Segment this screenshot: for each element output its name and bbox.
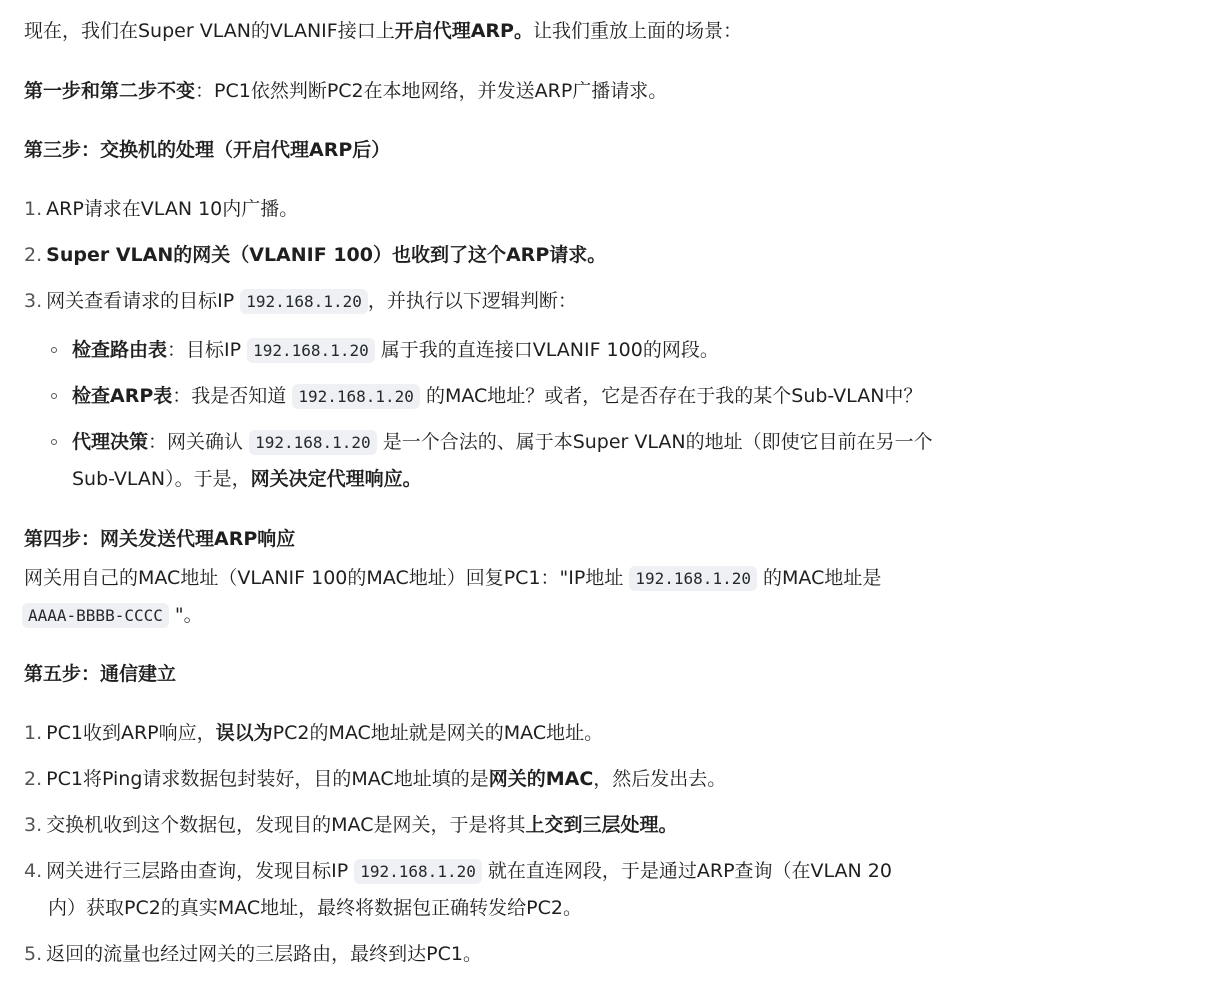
sub-item-proxy-decision-cont <box>72 461 422 498</box>
sub-item-bold: 检查ARP表 <box>72 385 173 407</box>
list-number: 5. <box>24 943 43 965</box>
intro-bold: 开启代理ARP。 <box>394 20 533 42</box>
list-number: 1. <box>24 722 43 744</box>
list-number: 2. <box>24 768 43 790</box>
sub-item-text: ：我是否知道 <box>172 385 293 407</box>
step12-paragraph <box>24 73 667 110</box>
list-number: 3. <box>24 814 43 836</box>
step12-text: ：PC1依然判断PC2在本地网络，并发送ARP广播请求。 <box>195 80 668 102</box>
ip-code: 192.168.1.20 <box>249 430 377 455</box>
list-item-text: ARP请求在VLAN 10内广播。 <box>46 198 299 220</box>
list-item-text: 网关进行三层路由查询，发现目标IP <box>46 860 355 882</box>
list-number: 4. <box>24 860 43 882</box>
list-item-bold: Super VLAN的网关（VLANIF 100）也收到了这个ARP请求。 <box>46 244 607 266</box>
list-item-text: 内）获取PC2的真实MAC地址，最终将数据包正确转发给PC2。 <box>48 897 582 919</box>
list-number: 1. <box>24 198 43 220</box>
sub-item-bold: 检查路由表 <box>72 339 168 361</box>
list-item-bold: 网关的MAC <box>488 768 594 790</box>
sub-item-arp-table <box>72 378 922 415</box>
step3-item-3 <box>24 283 577 320</box>
ip-code: 192.168.1.20 <box>240 289 368 314</box>
step5-item-3 <box>24 807 677 844</box>
list-item-bold: 上交到三层处理。 <box>525 814 678 836</box>
ip-code: 192.168.1.20 <box>354 859 482 884</box>
intro-text: 现在，我们在Super VLAN的VLANIF接口上 <box>24 20 395 42</box>
list-number: 2. <box>24 244 43 266</box>
list-item-text: ，并执行以下逻辑判断： <box>367 290 577 312</box>
list-item-text: PC1收到ARP响应， <box>46 722 216 744</box>
step4-heading: 第四步：网关发送代理ARP响应 <box>24 528 296 550</box>
step5-item-4-cont <box>48 890 582 927</box>
step5-item-5 <box>24 936 482 973</box>
intro-text-end: 让我们重放上面的场景： <box>532 20 742 42</box>
step4-text: 的MAC地址是 <box>756 567 882 589</box>
intro-paragraph <box>24 13 742 50</box>
sub-item-text: ：目标IP <box>167 339 248 361</box>
bullet-icon <box>51 393 57 399</box>
step3-item-2 <box>24 237 606 274</box>
list-item-text: 网关查看请求的目标IP <box>46 290 241 312</box>
step5-item-4 <box>24 853 892 890</box>
step5-heading: 第五步：通信建立 <box>24 663 177 685</box>
list-item-bold: 误以为 <box>215 722 273 744</box>
sub-item-text: 的MAC地址？或者，它是否存在于我的某个Sub-VLAN中？ <box>419 385 923 407</box>
bullet-icon <box>51 439 57 445</box>
step4-text: "。 <box>168 604 203 626</box>
sub-item-bold: 网关决定代理响应。 <box>250 468 422 490</box>
step4-paragraph-cont <box>24 597 203 634</box>
list-item-text: 交换机收到这个数据包，发现目的MAC是网关，于是将其 <box>46 814 526 836</box>
ip-code: 192.168.1.20 <box>629 566 757 591</box>
sub-item-text: 是一个合法的、属于本Super VLAN的地址（即使它目前在另一个 <box>376 431 933 453</box>
mac-code: AAAA-BBBB-CCCC <box>22 603 169 628</box>
list-item-text: PC1将Ping请求数据包封装好，目的MAC地址填的是 <box>46 768 489 790</box>
sub-item-text: ：网关确认 <box>148 431 250 453</box>
list-item-text: PC2的MAC地址就是网关的MAC地址。 <box>272 722 604 744</box>
step3-item-1 <box>24 191 298 228</box>
sub-item-bold: 代理决策 <box>72 431 149 453</box>
step4-paragraph <box>24 560 881 597</box>
list-item-text: ，然后发出去。 <box>593 768 727 790</box>
list-item-text: 返回的流量也经过网关的三层路由，最终到达PC1。 <box>46 943 482 965</box>
sub-item-proxy-decision <box>72 424 933 461</box>
sub-item-text: 属于我的直连接口VLANIF 100的网段。 <box>374 339 719 361</box>
list-number: 3. <box>24 290 43 312</box>
bullet-icon <box>51 347 57 353</box>
sub-item-text: Sub-VLAN）。于是， <box>72 468 251 490</box>
list-item-text: 就在直连网段，于是通过ARP查询（在VLAN 20 <box>481 860 892 882</box>
step3-heading: 第三步：交换机的处理（开启代理ARP后） <box>24 139 391 161</box>
ip-code: 192.168.1.20 <box>247 338 375 363</box>
step4-text: 网关用自己的MAC地址（VLANIF 100的MAC地址）回复PC1："IP地址 <box>24 567 630 589</box>
step5-item-1 <box>24 715 603 752</box>
step12-bold: 第一步和第二步不变 <box>24 80 196 102</box>
sub-item-route-table <box>72 332 719 369</box>
step5-item-2 <box>24 761 726 798</box>
ip-code: 192.168.1.20 <box>292 384 420 409</box>
